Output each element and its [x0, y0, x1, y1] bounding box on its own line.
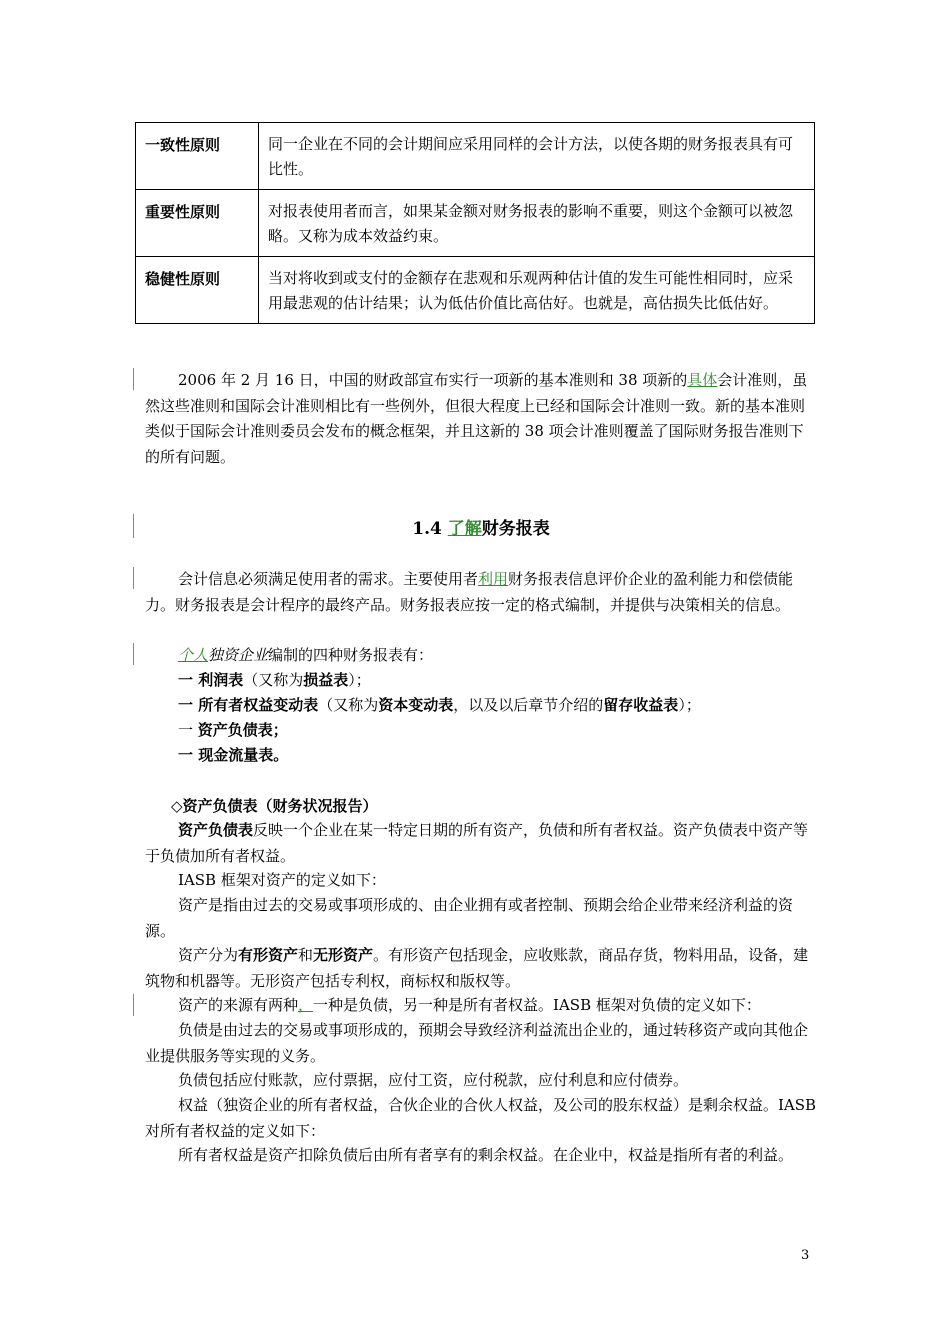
- revision-bar: [133, 368, 134, 390]
- four-statements-intro: [178, 643, 433, 668]
- list-dash: 一: [178, 721, 198, 739]
- subsection-title: ◇资产负债表（财务状况报告）: [171, 797, 378, 815]
- paragraph-asset-sources: [145, 993, 817, 1019]
- principle-description: 对报表使用者而言，如果某金额对财务报表的影响不重要，则这个金额可以被忽略。又称为成本效益约束。: [259, 190, 815, 257]
- list-item: [178, 693, 701, 718]
- bold-term: 留存收益表: [603, 696, 679, 714]
- bold-term: 利润表: [198, 671, 244, 689]
- bold-term: 无形资产: [313, 946, 374, 964]
- text-run: ，以及以后章节介绍的: [453, 696, 604, 714]
- paragraph-2006-standards: [145, 368, 817, 470]
- revision-insert: 了解: [447, 519, 482, 539]
- text-run: 会计信息必须满足使用者的需求。主要使用者: [178, 570, 479, 588]
- text-run: 资产分为: [178, 946, 239, 964]
- bold-term: 资产负债表；: [197, 721, 288, 739]
- list-dash: 一: [178, 746, 199, 764]
- page-number: 3: [801, 1248, 810, 1263]
- revision-bar: [133, 994, 134, 1016]
- revision-bar: [133, 643, 134, 665]
- heading-text: 财务报表: [481, 519, 550, 539]
- principle-description: 同一企业在不同的会计期间应采用同样的会计方法，以使各期的财务报表具有可比性。: [259, 123, 815, 190]
- heading-number: 1.4: [412, 519, 448, 539]
- list-item: [178, 668, 371, 693]
- revision-insert: 个人: [178, 646, 209, 664]
- principle-term: 稳健性原则: [136, 257, 259, 324]
- revision-insert: ，: [298, 996, 314, 1014]
- text-run: 一种是负债，另一种是所有者权益。IASB 框架对负债的定义如下：: [313, 996, 761, 1014]
- text-run: 资产的来源有两种: [178, 996, 299, 1014]
- paragraph-user-needs: [145, 567, 817, 618]
- italic-text: 独资企业: [208, 646, 269, 664]
- bold-term: 资本变动表: [378, 696, 454, 714]
- principles-table: [135, 122, 815, 324]
- list-item: [178, 743, 288, 768]
- text-run: ）；: [348, 671, 371, 689]
- revision-bar: [133, 514, 134, 538]
- principle-term: 一致性原则: [136, 123, 259, 190]
- paragraph-iasb-asset: IASB 框架对资产的定义如下：: [178, 871, 386, 889]
- revision-bar: [133, 567, 134, 589]
- table-row: [136, 190, 815, 257]
- text-run: 。有形资产包括现金，应收账款，商品存货，物料用品，设备，建筑物和机器等。无形资产包括专利权，商标权和版权等。: [145, 946, 809, 990]
- paragraph-equity-definition: 所有者权益是资产扣除负债后由所有者享有的剩余权益。在企业中，权益是指所有者的利益。: [178, 1146, 794, 1164]
- text-run: 和: [298, 946, 314, 964]
- paragraph-asset-types: [145, 943, 817, 994]
- text-run: （又称为: [318, 696, 379, 714]
- table-row: [136, 257, 815, 324]
- text-run: ）；: [678, 696, 701, 714]
- paragraph-balance-sheet: [145, 818, 817, 869]
- revision-insert: 具体: [687, 371, 718, 389]
- paragraph-equity: 权益（独资企业的所有者权益，合伙企业的合伙人权益，及公司的股东权益）是剩余权益。IASB 对所有者权益的定义如下：: [145, 1096, 817, 1140]
- bold-term: 有形资产: [238, 946, 299, 964]
- text-run: 2006 年 2 月 16 日，中国的财政部宣布实行一项新的基本准则和 38 项新的: [178, 371, 688, 389]
- text-run: 编制的四种财务报表有：: [268, 646, 434, 664]
- bold-term: 所有者权益变动表: [198, 696, 319, 714]
- revision-insert: 利用: [478, 570, 509, 588]
- text-run: （又称为: [243, 671, 304, 689]
- list-dash: 一: [178, 696, 199, 714]
- list-item: [178, 718, 288, 743]
- principle-description: 当对将收到或支付的金额存在悲观和乐观两种估计值的发生可能性相同时，应采用最悲观的估计结果；认为低估价值比高估好。也就是，高估损失比低估好。: [259, 257, 815, 324]
- paragraph-asset-definition: 资产是指由过去的交易或事项形成的、由企业拥有或者控制、预期会给企业带来经济利益的资源。: [145, 896, 794, 940]
- paragraph-liability-definition: 负债是由过去的交易或事项形成的，预期会导致经济利益流出企业的，通过转移资产或向其他企业提供服务等实现的义务。: [145, 1021, 809, 1065]
- text-run: 反映一个企业在某一特定日期的所有资产，负债和所有者权益。资产负债表中资产等于负债加所有者权益。: [145, 821, 809, 865]
- table-row: [136, 123, 815, 190]
- text-run: 会计准则，虽然这些准则和国际会计准则相比有一些例外，但很大程度上已经和国际会计准则一致。新的基本准则类似于国际会计准则委员会发布的概念框架，并且这新的 38 项会计准则覆盖了国际财务报告准则下的所有问题。: [145, 371, 808, 466]
- principle-term: 重要性原则: [136, 190, 259, 257]
- paragraph-liability-list: 负债包括应付账款，应付票据，应付工资，应付税款，应付利息和应付债券。: [178, 1071, 689, 1089]
- bold-term: 损益表: [303, 671, 349, 689]
- bold-term: 现金流量表。: [198, 746, 289, 764]
- section-heading: [145, 514, 817, 539]
- bold-term: 资产负债表: [178, 821, 254, 839]
- list-dash: 一: [178, 671, 199, 689]
- text-run: 财务报表信息评价企业的盈利能力和偿债能力。财务报表是会计程序的最终产品。财务报表应按一定的格式编制，并提供与决策相关的信息。: [145, 570, 794, 614]
